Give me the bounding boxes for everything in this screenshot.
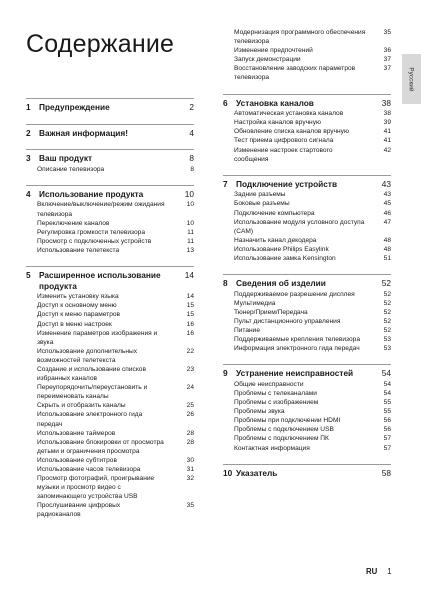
toc-entry-label: Назначить канал декодера (234, 236, 317, 244)
toc-section-number: 6 (223, 97, 228, 108)
toc-entry-page: 51 (383, 254, 391, 262)
toc-section-page: 58 (381, 467, 391, 478)
toc-entry-page: 48 (383, 245, 391, 253)
toc-section-heading[interactable] (223, 94, 391, 109)
toc-entry[interactable] (26, 410, 194, 428)
toc-entry[interactable] (223, 118, 391, 127)
toc-entry-page: 57 (383, 435, 391, 443)
toc-section-heading[interactable] (223, 464, 391, 479)
toc-section-number: 8 (223, 278, 228, 289)
toc-section-heading[interactable] (26, 149, 194, 164)
toc-section-heading[interactable] (26, 124, 194, 139)
toc-entry-label: Поддерживаемые крепления телевизора (234, 336, 360, 344)
toc-entry-page: 54 (383, 380, 391, 388)
toc-section-page: 52 (381, 278, 391, 289)
toc-entry[interactable] (26, 310, 194, 319)
toc-entry[interactable] (223, 55, 391, 64)
toc-entry-page: 30 (186, 456, 194, 464)
toc-entry[interactable] (223, 335, 391, 344)
toc-entry-label: Использование Philips Easylink (234, 245, 329, 253)
toc-entry-page: 43 (383, 191, 391, 199)
toc-entry[interactable] (223, 344, 391, 353)
toc-entry[interactable] (223, 416, 391, 425)
toc-entry-label: Использование блокировки от просмотра детьми и ограничения просмотра (37, 438, 164, 455)
toc-section-heading[interactable] (223, 175, 391, 190)
toc-entry[interactable] (223, 380, 391, 389)
toc-entry-label: Использование телетекста (37, 246, 120, 254)
toc-entry-page: 45 (383, 200, 391, 208)
toc-entry-label: Доступ в меню настроек (37, 320, 112, 328)
footer-language: RU (366, 567, 378, 576)
toc-section-page: 38 (381, 97, 391, 108)
toc-section-heading[interactable] (26, 98, 194, 113)
toc-entry[interactable] (223, 46, 391, 55)
toc-entry-label: Обновление списка каналов вручную (234, 128, 349, 136)
toc-entry[interactable] (223, 290, 391, 299)
toc-section-page: 43 (381, 178, 391, 189)
toc-entry-label: Проблемы с изображением (234, 399, 319, 407)
toc-section-title: Установка каналов (236, 97, 314, 108)
toc-entry-page: 11 (187, 237, 194, 245)
toc-entry-label: Задние разъемы (234, 191, 286, 199)
toc-entry-page: 10 (186, 201, 194, 209)
toc-entry-page: 36 (383, 47, 391, 55)
language-tab-label: Русский (408, 66, 416, 92)
toc-entry[interactable] (26, 320, 194, 329)
toc-entry[interactable] (223, 398, 391, 407)
toc-entry[interactable] (26, 465, 194, 474)
toc-entry-label: Мультимедиа (234, 299, 276, 307)
toc-entry-label: Контактная информация (234, 444, 310, 452)
toc-section-heading[interactable] (223, 274, 391, 289)
toc-entry-label: Изменение предпочтений (234, 47, 313, 55)
toc-entry[interactable] (26, 501, 194, 519)
toc-entry-label: Изменить установку языка (37, 293, 119, 301)
toc-entry-label: Проблемы с телеканалами (234, 390, 317, 397)
toc-entry-page: 23 (186, 365, 194, 373)
toc-section (26, 98, 194, 113)
toc-section-title: Расширенное использование продукта (39, 270, 161, 291)
toc-entry-page: 52 (383, 308, 391, 316)
toc-section-title: Важная информация! (39, 127, 128, 138)
toc-entry[interactable] (26, 456, 194, 465)
toc-entry[interactable] (223, 236, 391, 245)
page-footer (366, 567, 392, 576)
toc-entry[interactable] (26, 219, 194, 228)
toc-entry-label: Включение/выключение/режим ожидания телевизора (37, 201, 165, 218)
toc-entry-label: Прослушивание цифровых радиоканалов (37, 502, 121, 519)
toc-section-number: 9 (223, 368, 228, 379)
toc-section-number: 5 (26, 270, 31, 281)
toc-entry[interactable] (223, 425, 391, 434)
toc-entry[interactable] (223, 64, 391, 82)
toc-entry-label: Пульт дистанционного управления (234, 317, 341, 325)
toc-entry[interactable] (223, 389, 391, 398)
toc-entry[interactable] (26, 365, 194, 383)
toc-entry-page: 35 (186, 502, 194, 510)
toc-continued-items (223, 28, 391, 83)
toc-right-column (223, 28, 391, 489)
toc-entry[interactable] (223, 326, 391, 335)
toc-section-number: 4 (26, 188, 31, 199)
toc-entry-page: 28 (186, 438, 194, 446)
toc-entry[interactable] (223, 299, 391, 308)
toc-section-page: 2 (189, 102, 194, 112)
toc-section-page: 10 (184, 188, 194, 199)
toc-entry-label: Запуск демонстрации (234, 56, 301, 64)
toc-section-number: 1 (26, 102, 31, 112)
toc-entry[interactable] (223, 254, 391, 263)
toc-entry[interactable] (223, 407, 391, 416)
toc-section-number: 10 (223, 467, 233, 478)
toc-entry-label: Изменение параметров изображения и звука (37, 329, 158, 346)
toc-entry[interactable] (223, 308, 391, 317)
toc-section-heading[interactable] (223, 364, 391, 379)
toc-entry-label: Восстановление заводских параметров телевизора (234, 65, 356, 82)
toc-entry-page: 35 (383, 29, 391, 36)
toc-entry-page: 53 (383, 336, 391, 344)
toc-entry-page: 28 (186, 429, 194, 437)
toc-entry-page: 10 (186, 219, 194, 227)
toc-entry-page: 31 (186, 466, 194, 473)
toc-entry[interactable] (26, 228, 194, 237)
toc-entry[interactable] (223, 317, 391, 326)
toc-entry-page: 52 (383, 327, 391, 335)
toc-entry[interactable] (223, 109, 391, 118)
toc-entry-page: 52 (383, 317, 391, 325)
toc-entry[interactable] (26, 200, 194, 218)
toc-section-title: Подключение устройств (236, 178, 338, 189)
toc-entry-label: Использование электронного гида передач (37, 411, 143, 428)
toc-section-heading[interactable] (26, 266, 194, 291)
toc-entry-label: Доступ к меню параметров (37, 311, 121, 319)
toc-entry-label: Тест приема цифрового сигнала (234, 137, 334, 145)
footer-page-number: 1 (387, 567, 392, 576)
toc-section-heading[interactable] (26, 185, 194, 200)
toc-section-title: Устранение неисправностей (236, 368, 354, 379)
toc-entry-label: Доступ к основному меню (37, 302, 117, 310)
toc-entry[interactable] (26, 383, 194, 401)
toc-entry-page: 32 (186, 475, 194, 483)
toc-entry-label: Описание телевизора (37, 165, 105, 173)
toc-entry[interactable] (223, 28, 391, 46)
toc-section-number: 2 (26, 127, 31, 138)
toc-entry-page: 16 (186, 320, 194, 328)
toc-section-page: 8 (189, 153, 194, 164)
toc-entry-page: 53 (383, 345, 391, 353)
toc-left-column (26, 98, 194, 531)
toc-entry-page: 55 (383, 399, 391, 407)
toc-section-page: 54 (381, 368, 391, 379)
toc-entry[interactable] (26, 347, 194, 365)
toc-entry-label: Просмотр фотографий, проигрывание музыки и просмотр видео с запоминающего устройства USB (37, 475, 155, 501)
language-tab (402, 54, 421, 104)
toc-section-page: 4 (189, 127, 194, 138)
toc-entry-page: 15 (186, 302, 194, 310)
toc-section (223, 464, 391, 479)
toc-entry-page: 8 (190, 165, 194, 173)
toc-entry-label: Автоматическая установка каналов (234, 110, 344, 118)
toc-entry-page: 25 (186, 402, 194, 410)
toc-entry-label: Использование субтитров (37, 456, 117, 464)
toc-entry-page: 26 (186, 411, 194, 419)
toc-section (223, 274, 391, 353)
toc-entry-label: Использование таймеров (37, 429, 116, 437)
toc-entry-page: 16 (186, 329, 194, 337)
toc-entry[interactable] (223, 218, 391, 236)
toc-entry-page: 38 (383, 110, 391, 118)
toc-entry-label: Информация электронного гида передач (234, 345, 360, 353)
toc-entry-label: Проблемы звука (234, 408, 285, 416)
toc-entry-label: Общие неисправности (234, 380, 304, 388)
toc-section-number: 3 (26, 153, 31, 164)
toc-entry[interactable] (26, 429, 194, 438)
toc-section (26, 149, 194, 174)
toc-entry[interactable] (223, 146, 391, 164)
toc-entry[interactable] (223, 136, 391, 145)
toc-entry-page: 15 (186, 311, 194, 319)
toc-entry-label: Изменение настроек стартового сообщения (234, 146, 333, 163)
toc-entry-page: 57 (383, 444, 391, 452)
toc-entry[interactable] (26, 329, 194, 347)
toc-section (223, 364, 391, 452)
toc-entry-page: 22 (186, 347, 194, 355)
toc-entry[interactable] (26, 474, 194, 501)
toc-entry[interactable] (26, 237, 194, 246)
toc-entry-page: 47 (383, 218, 391, 226)
toc-entry-label: Создание и использование списков избранных каналов (37, 365, 146, 383)
toc-entry-label: Модернизация программного обеспечения телевизора (234, 29, 366, 46)
page-title: Содержание (26, 30, 175, 58)
toc-entry[interactable] (223, 434, 391, 443)
toc-entry-label: Проблемы с подключением ПК (234, 435, 329, 443)
toc-section (223, 175, 391, 263)
toc-entry[interactable] (26, 246, 194, 255)
toc-entry-page: 56 (383, 417, 391, 425)
toc-entry-page: 39 (383, 119, 391, 127)
toc-entry-page: 37 (383, 56, 391, 64)
toc-entry-page: 14 (186, 293, 194, 301)
toc-entry-label: Использование замка Kensington (234, 254, 336, 262)
toc-entry-label: Тюнер/Прием/Передача (234, 308, 308, 316)
toc-entry-label: Скрыть и отобразить каналы (37, 402, 126, 410)
toc-entry-label: Использование дополнительных возможностей телетекста (37, 347, 138, 364)
toc-entry[interactable] (26, 292, 194, 301)
toc-entry-label: Просмотр с подключенных устройств (37, 237, 152, 245)
toc-entry-label: Переключение каналов (37, 219, 110, 227)
toc-entry-page: 52 (383, 290, 391, 298)
toc-entry-label: Питание (234, 327, 261, 335)
toc-entry-page: 52 (383, 299, 391, 307)
toc-entry-page: 13 (186, 246, 194, 254)
toc-entry-label: Проблемы с подключением USB (234, 426, 334, 434)
toc-section (26, 185, 194, 255)
toc-entry[interactable] (223, 190, 391, 199)
toc-entry-page: 11 (187, 228, 194, 236)
toc-entry-page: 42 (383, 146, 391, 154)
toc-entry[interactable] (223, 127, 391, 136)
toc-entry-label: Боковые разъемы (234, 200, 290, 208)
toc-entry-label: Использование часов телевизора (37, 466, 141, 473)
toc-entry[interactable] (26, 165, 194, 174)
toc-section-title: Указатель (236, 467, 278, 478)
toc-section (223, 94, 391, 164)
toc-entry[interactable] (223, 199, 391, 208)
toc-entry-page: 48 (383, 236, 391, 244)
toc-entry-label: Настройка каналов вручную (234, 119, 321, 127)
toc-section-title: Предупреждение (39, 102, 110, 112)
toc-section-page: 14 (184, 270, 194, 281)
toc-section (26, 266, 194, 520)
toc-section-title: Ваш продукт (39, 153, 93, 164)
toc-entry-label: Переупорядочить/переустановить и переименовать каналы (37, 384, 148, 401)
toc-entry[interactable] (26, 301, 194, 310)
toc-section-number: 7 (223, 178, 228, 189)
toc-section (26, 124, 194, 139)
toc-entry-label: Подключение компьютера (234, 209, 315, 217)
toc-entry-label: Проблемы при подключении HDMI (234, 417, 341, 425)
toc-section-title: Использование продукта (39, 188, 144, 199)
toc-entry-page: 41 (383, 137, 391, 145)
toc-entry[interactable] (26, 401, 194, 410)
toc-entry-page: 54 (383, 390, 391, 397)
toc-entry[interactable] (223, 209, 391, 218)
toc-entry[interactable] (223, 245, 391, 254)
toc-entry-label: Поддерживаемое разрешение дисплея (234, 290, 355, 298)
toc-entry-page: 55 (383, 408, 391, 416)
toc-entry-page: 46 (383, 209, 391, 217)
toc-entry-page: 41 (383, 128, 391, 136)
toc-entry-page: 56 (383, 426, 391, 434)
toc-entry[interactable] (223, 444, 391, 453)
toc-section-title: Сведения об изделии (236, 278, 326, 289)
toc-entry[interactable] (26, 438, 194, 456)
toc-entry-label: Использование модуля условного доступа (CAM) (234, 218, 365, 235)
toc-entry-page: 24 (186, 384, 194, 392)
toc-entry-label: Регулировка громкости телевизора (37, 228, 146, 236)
toc-entry-page: 37 (383, 65, 391, 73)
